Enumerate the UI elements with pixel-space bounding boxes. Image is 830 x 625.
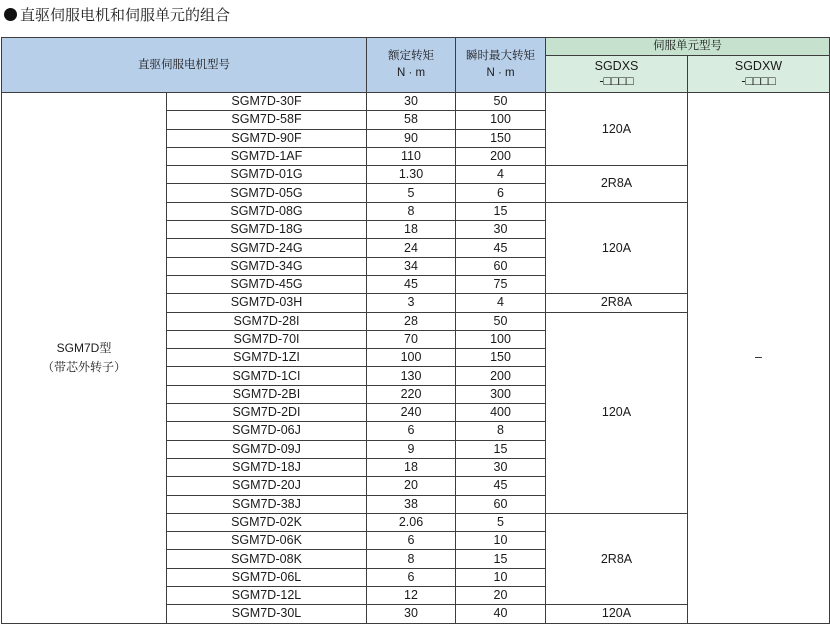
motor-model-cell: SGM7D-34G (167, 257, 367, 275)
max-torque-cell: 60 (456, 495, 546, 513)
max-torque-cell: 60 (456, 257, 546, 275)
motor-model-cell: SGM7D-38J (167, 495, 367, 513)
header-sgdxs (546, 56, 688, 93)
series-note: （带芯外转子） (41, 359, 126, 374)
motor-model-cell: SGM7D-30F (167, 93, 367, 111)
table-body (2, 93, 830, 624)
header-sgdxw-label: SGDXW (734, 59, 783, 73)
rated-torque-cell: 8 (367, 550, 456, 568)
max-torque-cell: 100 (456, 111, 546, 129)
rated-torque-cell: 18 (367, 458, 456, 476)
header-servo-unit-model: 伺服单元型号 (546, 38, 830, 56)
motor-model-cell: SGM7D-18J (167, 458, 367, 476)
motor-model-cell: SGM7D-06J (167, 422, 367, 440)
rated-torque-cell: 45 (367, 275, 456, 293)
rated-torque-cell: 3 (367, 294, 456, 312)
max-torque-cell: 200 (456, 367, 546, 385)
motor-model-cell: SGM7D-02K (167, 513, 367, 531)
max-torque-cell: 8 (456, 422, 546, 440)
rated-torque-cell: 1.30 (367, 166, 456, 184)
header-max-torque-label: 瞬时最大转矩 (466, 50, 535, 62)
max-torque-cell: 200 (456, 147, 546, 165)
motor-model-cell: SGM7D-45G (167, 275, 367, 293)
max-torque-cell: 40 (456, 605, 546, 623)
rated-torque-cell: 34 (367, 257, 456, 275)
series-name: SGM7D型 (56, 340, 112, 355)
max-torque-cell: 30 (456, 458, 546, 476)
header-sgdxw (688, 56, 830, 93)
max-torque-cell: 20 (456, 587, 546, 605)
max-torque-cell: 5 (456, 513, 546, 531)
rated-torque-cell: 24 (367, 239, 456, 257)
section-title-text: 直驱伺服电机和伺服单元的组合 (20, 7, 231, 24)
combination-table (1, 37, 830, 624)
rated-torque-cell: 20 (367, 477, 456, 495)
motor-model-cell: SGM7D-12L (167, 587, 367, 605)
rated-torque-cell: 28 (367, 312, 456, 330)
motor-model-cell: SGM7D-05G (167, 184, 367, 202)
header-max-torque-unit: N · m (486, 67, 515, 79)
bullet-icon (4, 8, 17, 21)
max-torque-cell: 4 (456, 294, 546, 312)
header-sgdxw-suffix: -□□□□ (741, 74, 776, 88)
max-torque-cell: 15 (456, 440, 546, 458)
motor-model-cell: SGM7D-08G (167, 202, 367, 220)
rated-torque-cell: 58 (367, 111, 456, 129)
max-torque-cell: 15 (456, 550, 546, 568)
max-torque-cell: 6 (456, 184, 546, 202)
motor-model-cell: SGM7D-06K (167, 532, 367, 550)
sgdxs-cell: 120A (546, 605, 688, 623)
rated-torque-cell: 12 (367, 587, 456, 605)
header-rated-torque-unit: N · m (396, 67, 426, 79)
motor-model-cell: SGM7D-03H (167, 294, 367, 312)
max-torque-cell: 300 (456, 385, 546, 403)
max-torque-cell: 10 (456, 532, 546, 550)
series-cell (2, 93, 167, 624)
motor-model-cell: SGM7D-09J (167, 440, 367, 458)
max-torque-cell: 45 (456, 477, 546, 495)
motor-model-cell: SGM7D-1ZI (167, 349, 367, 367)
rated-torque-cell: 38 (367, 495, 456, 513)
motor-model-cell: SGM7D-08K (167, 550, 367, 568)
header-rated-torque-label: 额定转矩 (388, 50, 434, 62)
rated-torque-cell: 70 (367, 330, 456, 348)
rated-torque-cell: 240 (367, 404, 456, 422)
max-torque-cell: 45 (456, 239, 546, 257)
rated-torque-cell: 6 (367, 532, 456, 550)
motor-model-cell: SGM7D-2BI (167, 385, 367, 403)
header-motor-model: 直驱伺服电机型号 (2, 38, 367, 93)
max-torque-cell: 15 (456, 202, 546, 220)
rated-torque-cell: 5 (367, 184, 456, 202)
sgdxs-cell: 2R8A (546, 294, 688, 312)
rated-torque-cell: 18 (367, 221, 456, 239)
rated-torque-cell: 9 (367, 440, 456, 458)
sgdxs-cell: 120A (546, 93, 688, 166)
motor-model-cell: SGM7D-24G (167, 239, 367, 257)
rated-torque-cell: 30 (367, 93, 456, 111)
rated-torque-cell: 8 (367, 202, 456, 220)
rated-torque-cell: 30 (367, 605, 456, 623)
rated-torque-cell: 90 (367, 129, 456, 147)
sgdxs-cell: 2R8A (546, 166, 688, 203)
rated-torque-cell: 130 (367, 367, 456, 385)
max-torque-cell: 75 (456, 275, 546, 293)
motor-model-cell: SGM7D-2DI (167, 404, 367, 422)
sgdxs-cell: 120A (546, 312, 688, 513)
max-torque-cell: 150 (456, 349, 546, 367)
rated-torque-cell: 100 (367, 349, 456, 367)
max-torque-cell: 30 (456, 221, 546, 239)
motor-model-cell: SGM7D-20J (167, 477, 367, 495)
max-torque-cell: 100 (456, 330, 546, 348)
max-torque-cell: 4 (456, 166, 546, 184)
motor-model-cell: SGM7D-1CI (167, 367, 367, 385)
max-torque-cell: 10 (456, 568, 546, 586)
motor-model-cell: SGM7D-06L (167, 568, 367, 586)
header-sgdxs-suffix: -□□□□ (599, 74, 634, 88)
motor-model-cell: SGM7D-30L (167, 605, 367, 623)
table-row (2, 93, 830, 111)
rated-torque-cell: 6 (367, 422, 456, 440)
max-torque-cell: 150 (456, 129, 546, 147)
max-torque-cell: 400 (456, 404, 546, 422)
header-rated-torque (367, 38, 456, 93)
header-max-torque (456, 38, 546, 93)
motor-model-cell: SGM7D-70I (167, 330, 367, 348)
rated-torque-cell: 6 (367, 568, 456, 586)
header-sgdxs-label: SGDXS (594, 59, 639, 73)
motor-model-cell: SGM7D-28I (167, 312, 367, 330)
rated-torque-cell: 2.06 (367, 513, 456, 531)
sgdxw-cell: – (688, 93, 830, 624)
rated-torque-cell: 220 (367, 385, 456, 403)
max-torque-cell: 50 (456, 93, 546, 111)
sgdxs-cell: 120A (546, 202, 688, 293)
rated-torque-cell: 110 (367, 147, 456, 165)
section-title (4, 6, 230, 26)
max-torque-cell: 50 (456, 312, 546, 330)
motor-model-cell: SGM7D-01G (167, 166, 367, 184)
motor-model-cell: SGM7D-18G (167, 221, 367, 239)
motor-model-cell: SGM7D-1AF (167, 147, 367, 165)
motor-model-cell: SGM7D-58F (167, 111, 367, 129)
sgdxs-cell: 2R8A (546, 513, 688, 604)
motor-model-cell: SGM7D-90F (167, 129, 367, 147)
